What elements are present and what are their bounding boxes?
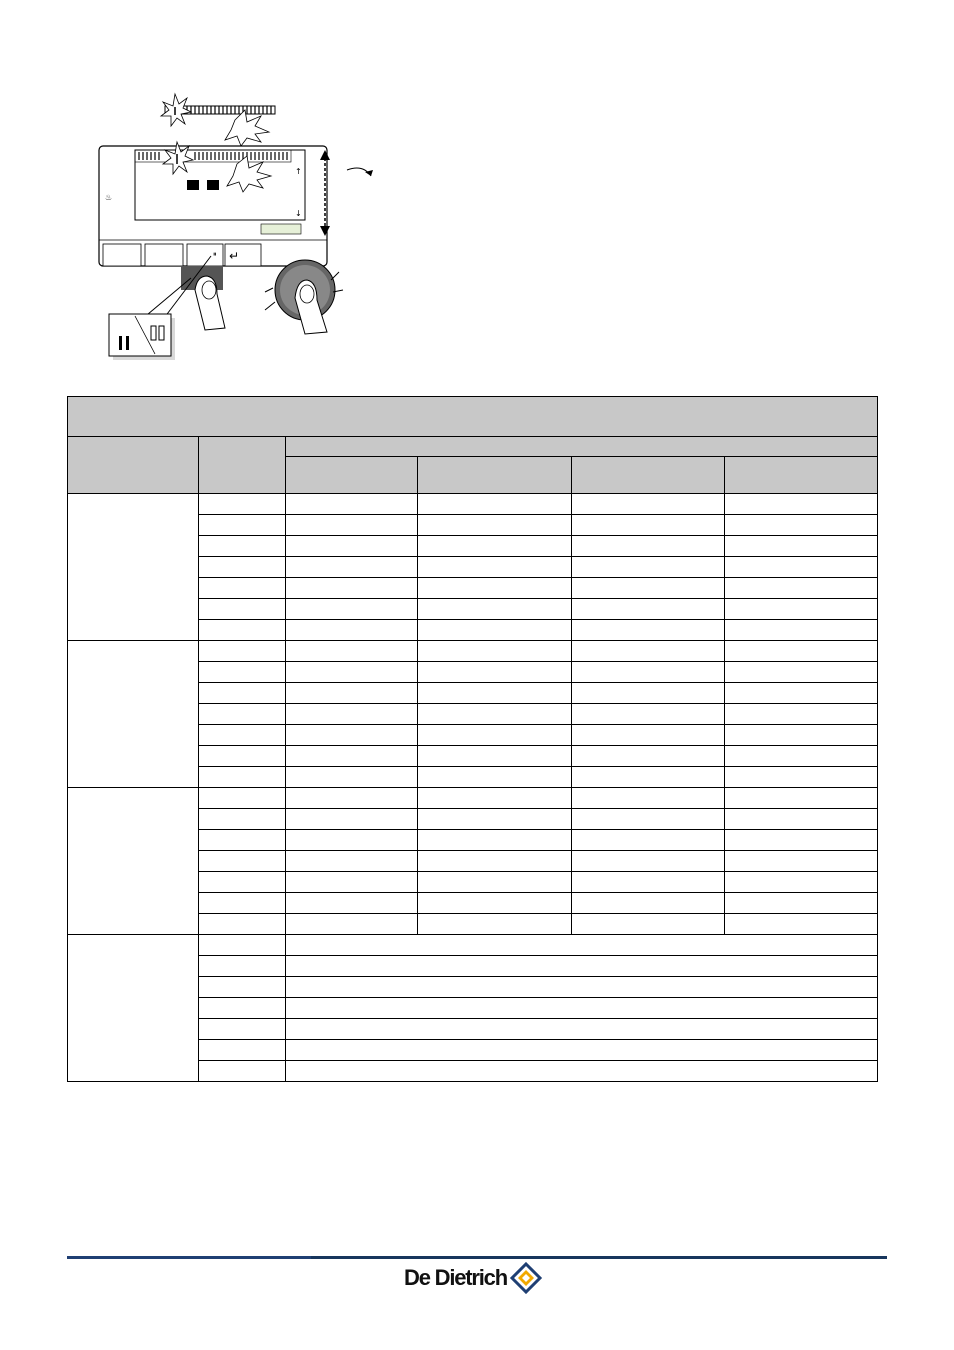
table-row xyxy=(68,788,878,809)
svg-text:↓: ↓ xyxy=(295,209,302,218)
table-title xyxy=(68,397,878,437)
svg-text:↑: ↑ xyxy=(295,167,302,176)
control-panel-illustration xyxy=(95,80,385,370)
flashing-indicator-icon xyxy=(161,94,275,146)
parameter-table xyxy=(67,396,878,1082)
svg-text:♨: ♨ xyxy=(105,193,113,202)
diamond-logo-icon xyxy=(509,1262,543,1294)
group-label xyxy=(68,494,199,641)
footer-divider-accent xyxy=(67,1256,311,1259)
group-label xyxy=(68,641,199,788)
control-panel-housing xyxy=(99,142,327,266)
brand-name: De Dietrich xyxy=(404,1265,507,1290)
header-sub-4 xyxy=(724,457,877,494)
header-sub-3 xyxy=(571,457,724,494)
table-row xyxy=(68,494,878,515)
svg-text:↵: ↵ xyxy=(229,249,240,263)
brand-logo xyxy=(404,1262,543,1294)
group-label xyxy=(68,788,199,935)
header-sub-2 xyxy=(418,457,571,494)
header-sub-1 xyxy=(286,457,418,494)
table-row xyxy=(68,641,878,662)
scroll-arrow-icon xyxy=(320,150,373,236)
rotary-knob-icon xyxy=(265,260,343,334)
group-label xyxy=(68,935,199,1082)
header-span xyxy=(286,437,878,457)
header-col-1 xyxy=(68,437,199,494)
pause-inset-icon xyxy=(109,314,175,360)
header-col-2 xyxy=(199,437,286,494)
table-row xyxy=(68,935,878,956)
svg-text:⏸: ⏸ xyxy=(213,250,217,258)
